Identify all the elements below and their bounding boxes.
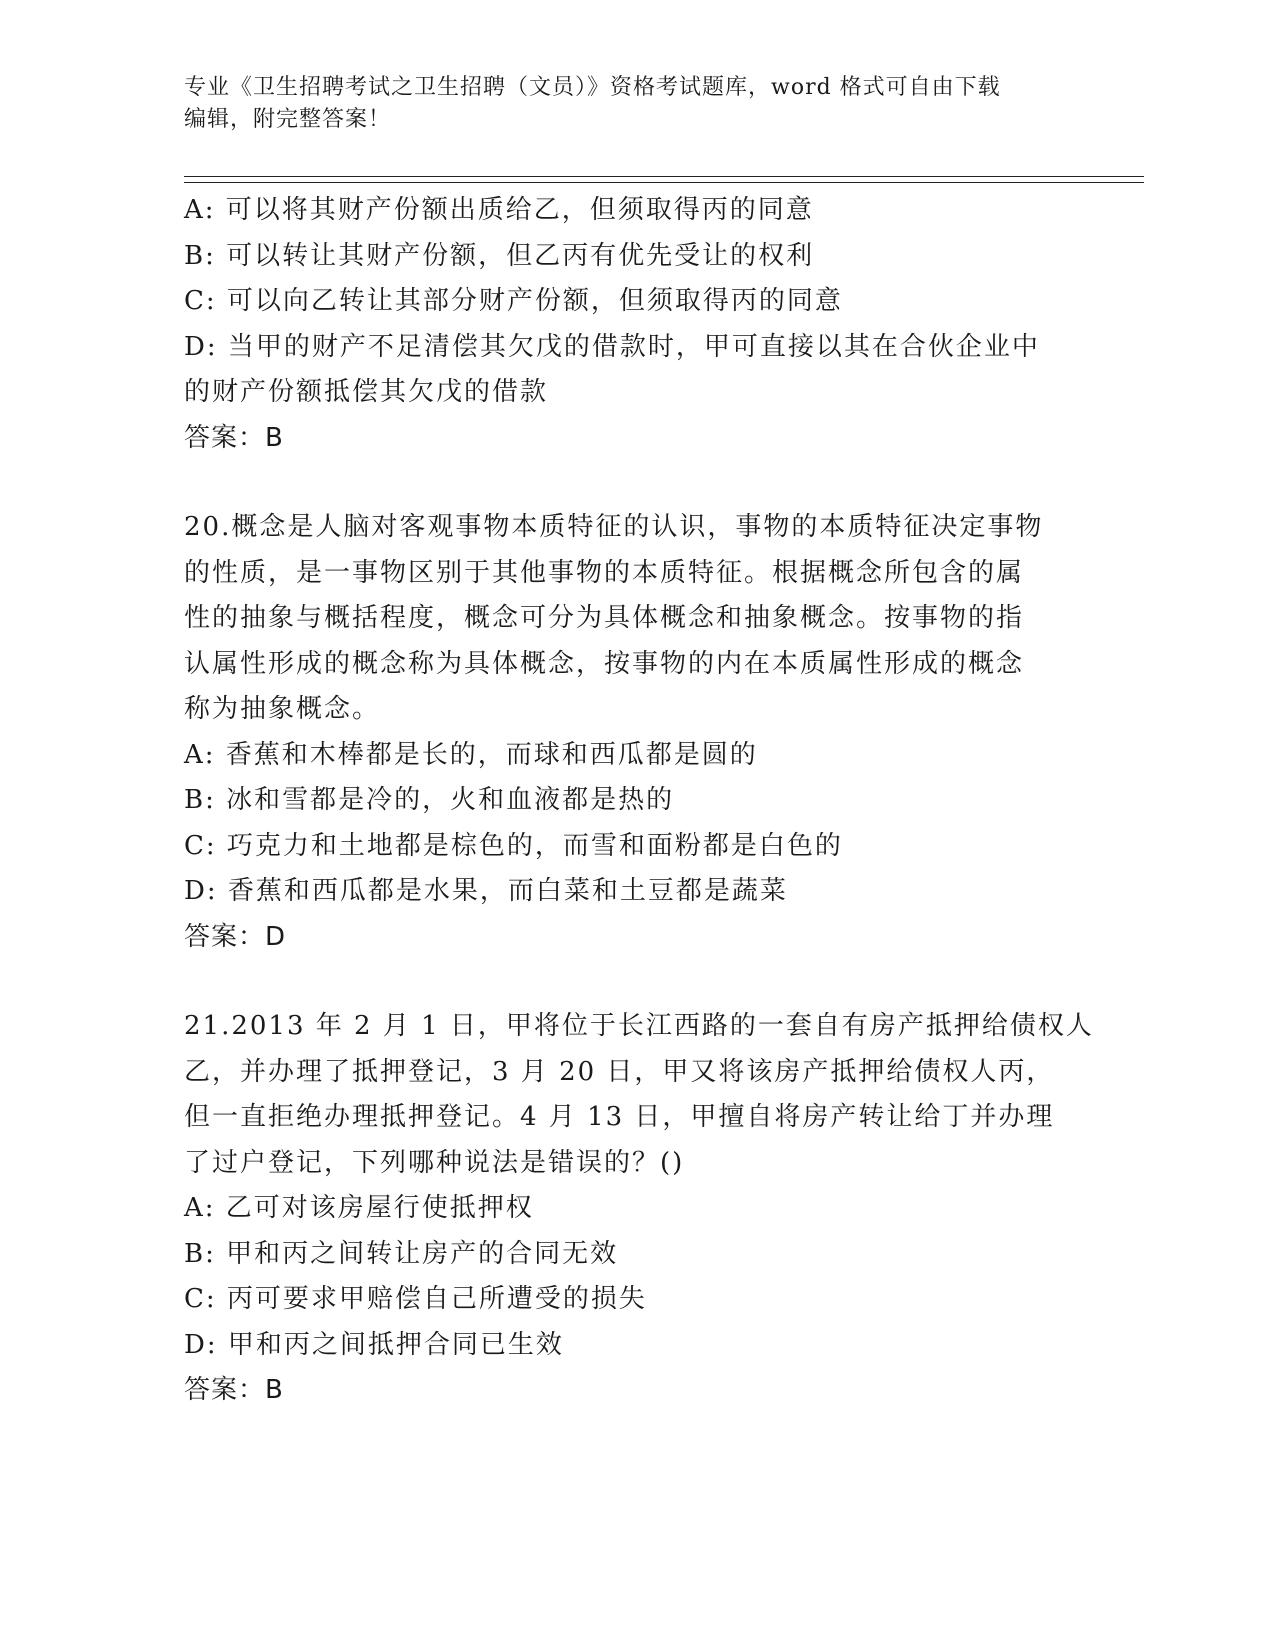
option-a: A: 香蕉和木棒都是长的，而球和西瓜都是圆的 bbox=[184, 739, 758, 770]
option-c: C: 可以向乙转让其部分财产份额，但须取得丙的同意 bbox=[184, 286, 843, 316]
question-stem-line: 了过户登记，下列哪种说法是错误的？() bbox=[184, 1147, 685, 1178]
question-21 bbox=[184, 1004, 1094, 1414]
question-stem-line: 21.2013 年 2 月 1 日，甲将位于长江西路的一套自有房产抵押给债权人 bbox=[184, 1011, 1094, 1041]
option-d: D: 香蕉和西瓜都是水果，而白菜和土豆都是蔬菜 bbox=[184, 876, 788, 906]
question-stem-line: 乙，并办理了抵押登记，3 月 20 日，甲又将该房产抵押给债权人丙， bbox=[184, 1056, 1055, 1087]
document-body bbox=[184, 188, 1094, 1414]
question-stem-line: 性的抽象与概括程度，概念可分为具体概念和抽象概念。按事物的指 bbox=[184, 603, 1025, 633]
question-stem-line: 称为抽象概念。 bbox=[184, 694, 381, 724]
question-stem-line: 20.概念是人脑对客观事物本质特征的认识，事物的本质特征决定事物 bbox=[184, 512, 1044, 542]
option-a: A: 可以将其财产份额出质给乙，但须取得丙的同意 bbox=[184, 195, 814, 225]
header-double-rule bbox=[184, 176, 1144, 183]
question-spacer bbox=[184, 461, 1064, 505]
question-stem-line: 认属性形成的概念称为具体概念，按事物的内在本质属性形成的概念 bbox=[184, 648, 1025, 679]
answer-line: 答案：D bbox=[184, 921, 287, 952]
question-spacer bbox=[184, 960, 1064, 1004]
answer-line: 答案：B bbox=[184, 1375, 284, 1405]
question-19 bbox=[184, 188, 1064, 461]
option-b: B: 甲和丙之间转让房产的合同无效 bbox=[184, 1238, 619, 1269]
option-c: C: 丙可要求甲赔偿自己所遭受的损失 bbox=[184, 1284, 647, 1314]
question-stem-line: 但一直拒绝办理抵押登记。4 月 13 日，甲擅自将房产转让给丁并办理 bbox=[184, 1102, 1055, 1132]
option-d: D: 甲和丙之间抵押合同已生效 bbox=[184, 1329, 564, 1360]
option-b: B: 冰和雪都是冷的，火和血液都是热的 bbox=[184, 785, 675, 815]
page-header bbox=[184, 72, 1084, 136]
option-c: C: 巧克力和土地都是棕色的，而雪和面粉都是白色的 bbox=[184, 830, 843, 861]
question-20 bbox=[184, 505, 1064, 960]
header-line-2: 编辑，附完整答案！ bbox=[184, 107, 392, 132]
option-a: A: 乙可对该房屋行使抵押权 bbox=[184, 1193, 534, 1223]
answer-line: 答案：B bbox=[184, 422, 284, 453]
header-line-1: 专业《卫生招聘考试之卫生招聘（文员）》资格考试题库，word 格式可自由下载 bbox=[184, 75, 1001, 100]
option-d-continued: 的财产份额抵偿其欠戊的借款 bbox=[184, 377, 549, 407]
option-b: B: 可以转让其财产份额，但乙丙有优先受让的权利 bbox=[184, 240, 815, 271]
question-stem-line: 的性质，是一事物区别于其他事物的本质特征。根据概念所包含的属 bbox=[184, 557, 1025, 588]
option-d: D: 当甲的财产不足清偿其欠戊的借款时，甲可直接以其在合伙企业中 bbox=[184, 331, 1040, 362]
